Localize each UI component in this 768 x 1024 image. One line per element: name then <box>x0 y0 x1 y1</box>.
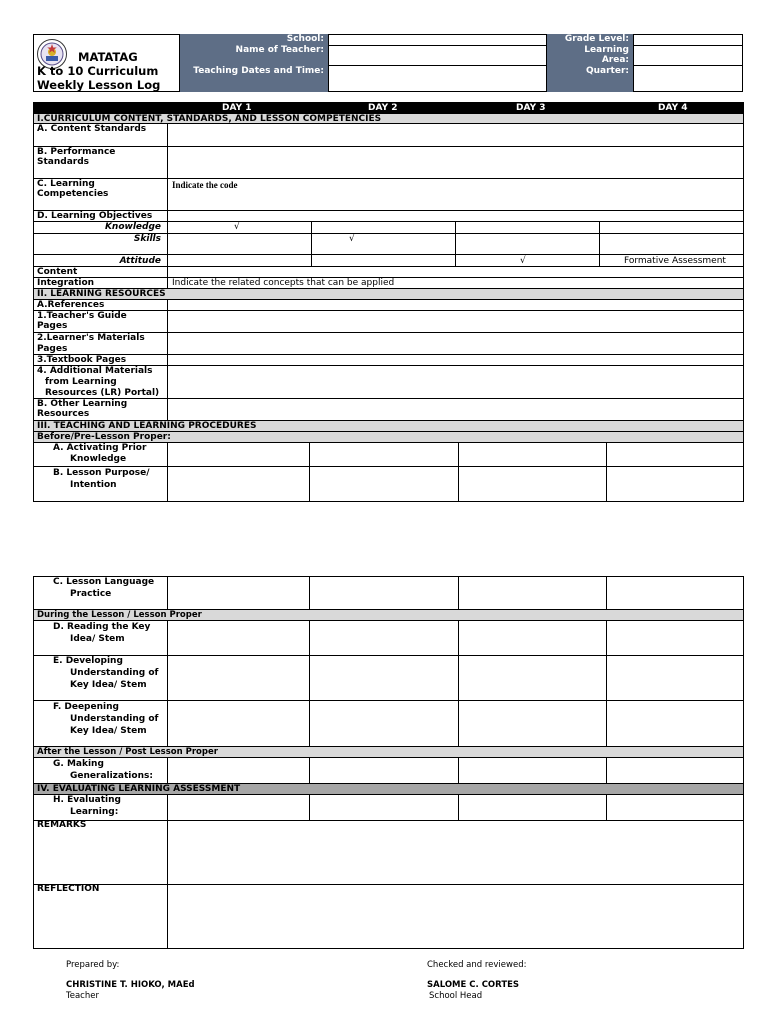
evaluating-label-1: H. Evaluating <box>53 795 121 805</box>
purpose-day2-cell[interactable] <box>309 466 459 502</box>
pre-lesson-header: Before/Pre-Lesson Proper: <box>33 431 744 443</box>
prepared-by-name: CHRISTINE T. HIOKO, MAEd <box>66 980 195 990</box>
evaluating-day1-cell[interactable] <box>167 794 310 821</box>
language-day4-cell[interactable] <box>606 576 744 610</box>
learning-area-label-line1: Learning <box>584 45 629 55</box>
integration-label: Integration <box>37 278 95 288</box>
generalizations-day2-cell[interactable] <box>309 757 459 784</box>
prepared-by-role: Teacher <box>66 991 99 1001</box>
section-resources-header: II. LEARNING RESOURCES <box>33 288 744 300</box>
dates-label: Teaching Dates and Time: <box>180 65 328 92</box>
developing-day4-cell[interactable] <box>606 655 744 701</box>
activating-day3-cell[interactable] <box>458 442 607 467</box>
doc-title-line1: K to 10 Curriculum <box>37 64 159 78</box>
skills-day3-cell[interactable] <box>455 233 600 255</box>
additional-materials-label-1: 4. Additional Materials <box>37 366 153 376</box>
doc-title-line2: Weekly Lesson Log <box>37 78 161 92</box>
additional-materials-field[interactable] <box>167 365 744 399</box>
deepening-label-2: Understanding of <box>70 714 159 724</box>
generalizations-label-1: G. Making <box>53 759 104 769</box>
day-2-header: DAY 2 <box>368 103 398 113</box>
competencies-label-2: Competencies <box>37 189 109 199</box>
reading-label-1: D. Reading the Key <box>53 622 151 632</box>
dates-field[interactable] <box>328 65 547 92</box>
developing-day3-cell[interactable] <box>458 655 607 701</box>
developing-label-2: Understanding of <box>70 668 159 678</box>
activating-day2-cell[interactable] <box>309 442 459 467</box>
purpose-day1-cell[interactable] <box>167 466 310 502</box>
activating-label-2: Knowledge <box>70 454 127 464</box>
evaluating-label-2: Learning: <box>70 807 119 817</box>
deepening-day4-cell[interactable] <box>606 700 744 747</box>
teachers-guide-field[interactable] <box>167 310 744 333</box>
purpose-label-2: Intention <box>70 480 117 490</box>
knowledge-day1-check: √ <box>234 222 240 232</box>
skills-day4-cell[interactable] <box>599 233 744 255</box>
activating-day1-cell[interactable] <box>167 442 310 467</box>
attitude-label: Attitude <box>119 256 161 266</box>
evaluating-day2-cell[interactable] <box>309 794 459 821</box>
reading-day4-cell[interactable] <box>606 620 744 656</box>
performance-standards-field[interactable] <box>167 146 744 179</box>
teachers-guide-label-2: Pages <box>37 321 68 331</box>
objectives-label: D. Learning Objectives <box>37 211 153 221</box>
learning-area-field[interactable] <box>633 45 743 66</box>
section-assessment-header: IV. EVALUATING LEARNING ASSESSMENT <box>33 783 744 795</box>
developing-day1-cell[interactable] <box>167 655 310 701</box>
remarks-label: REMARKS <box>37 820 87 830</box>
textbook-label: 3.Textbook Pages <box>37 355 127 365</box>
other-resources-field[interactable] <box>167 398 744 421</box>
language-day3-cell[interactable] <box>458 576 607 610</box>
language-label-2: Practice <box>70 589 112 599</box>
reading-label-2: Idea/ Stem <box>70 634 125 644</box>
performance-standards-label-1: B. Performance <box>37 147 116 157</box>
deepening-day1-cell[interactable] <box>167 700 310 747</box>
reading-day2-cell[interactable] <box>309 620 459 656</box>
learners-materials-field[interactable] <box>167 332 744 355</box>
other-resources-label-1: B. Other Learning <box>37 399 128 409</box>
during-lesson-header: During the Lesson / Lesson Proper <box>33 609 744 621</box>
generalizations-day3-cell[interactable] <box>458 757 607 784</box>
integration-note: Indicate the related concepts that can be applied <box>172 278 395 288</box>
activating-label-1: A. Activating Prior <box>53 443 147 453</box>
deepening-day2-cell[interactable] <box>309 700 459 747</box>
school-label: School: <box>180 34 328 45</box>
purpose-label-1: B. Lesson Purpose/ <box>53 468 150 478</box>
developing-label-3: Key Idea/ Stem <box>70 680 147 690</box>
section-procedures-header: III. TEACHING AND LEARNING PROCEDURES <box>33 420 744 432</box>
reading-day1-cell[interactable] <box>167 620 310 656</box>
teacher-label: Name of Teacher: <box>180 45 328 65</box>
teacher-field[interactable] <box>328 45 547 66</box>
prepared-by-label: Prepared by: <box>66 960 120 970</box>
remarks-field[interactable] <box>167 820 744 885</box>
deepening-label-3: Key Idea/ Stem <box>70 726 147 736</box>
evaluating-day3-cell[interactable] <box>458 794 607 821</box>
skills-label: Skills <box>133 234 161 244</box>
checked-by-label: Checked and reviewed: <box>427 960 527 970</box>
purpose-day3-cell[interactable] <box>458 466 607 502</box>
developing-day2-cell[interactable] <box>309 655 459 701</box>
purpose-day4-cell[interactable] <box>606 466 744 502</box>
learners-materials-label-1: 2.Learner's Materials <box>37 333 145 343</box>
day-1-header: DAY 1 <box>222 103 252 113</box>
teachers-guide-label-1: 1.Teacher's Guide <box>37 311 127 321</box>
generalizations-day1-cell[interactable] <box>167 757 310 784</box>
skills-day1-cell[interactable] <box>167 233 312 255</box>
language-day1-cell[interactable] <box>167 576 310 610</box>
day-3-header: DAY 3 <box>516 103 546 113</box>
language-label-1: C. Lesson Language <box>53 577 155 587</box>
competencies-field[interactable] <box>167 178 744 211</box>
language-day2-cell[interactable] <box>309 576 459 610</box>
content-standards-field[interactable] <box>167 123 744 147</box>
after-lesson-header: After the Lesson / Post Lesson Proper <box>33 746 744 758</box>
skills-day2-check: √ <box>349 234 355 244</box>
competencies-note: Indicate the code <box>172 180 238 190</box>
learners-materials-label-2: Pages <box>37 344 68 354</box>
reflection-label: REFLECTION <box>37 884 100 894</box>
learning-area-label-line2: Area: <box>601 55 629 65</box>
generalizations-day4-cell[interactable] <box>606 757 744 784</box>
knowledge-label: Knowledge <box>104 222 161 232</box>
attitude-day3-check: √ <box>520 256 526 266</box>
grade-level-label: Grade Level: <box>547 34 633 45</box>
brand-title: MATATAG <box>78 50 138 64</box>
skills-day2-cell[interactable] <box>311 233 456 255</box>
reading-day3-cell[interactable] <box>458 620 607 656</box>
day-4-header: DAY 4 <box>658 103 688 113</box>
additional-materials-label-3: Resources (LR) Portal) <box>45 388 160 398</box>
developing-label-1: E. Developing <box>53 656 123 666</box>
deepening-label-1: F. Deepening <box>53 702 119 712</box>
evaluating-day4-cell[interactable] <box>606 794 744 821</box>
quarter-field[interactable] <box>633 65 743 92</box>
content-label: Content <box>37 267 78 277</box>
additional-materials-label-2: from Learning <box>45 377 117 387</box>
deepening-day3-cell[interactable] <box>458 700 607 747</box>
generalizations-label-2: Generalizations: <box>70 771 153 781</box>
reflection-field[interactable] <box>167 884 744 949</box>
references-label: A.References <box>37 300 105 310</box>
activating-day4-cell[interactable] <box>606 442 744 467</box>
content-standards-label: A. Content Standards <box>37 124 147 134</box>
quarter-label: Quarter: <box>547 65 633 92</box>
attitude-day4-formative: Formative Assessment <box>624 256 726 266</box>
performance-standards-label-2: Standards <box>37 157 90 167</box>
competencies-label-1: C. Learning <box>37 179 95 189</box>
checked-by-name: SALOME C. CORTES <box>427 980 520 990</box>
section-curriculum-header: I.CURRICULUM CONTENT, STANDARDS, AND LESSON COMPETENCIES <box>33 113 744 124</box>
checked-by-role: School Head <box>429 991 483 1001</box>
other-resources-label-2: Resources <box>37 409 90 419</box>
learning-area-label <box>547 45 633 65</box>
